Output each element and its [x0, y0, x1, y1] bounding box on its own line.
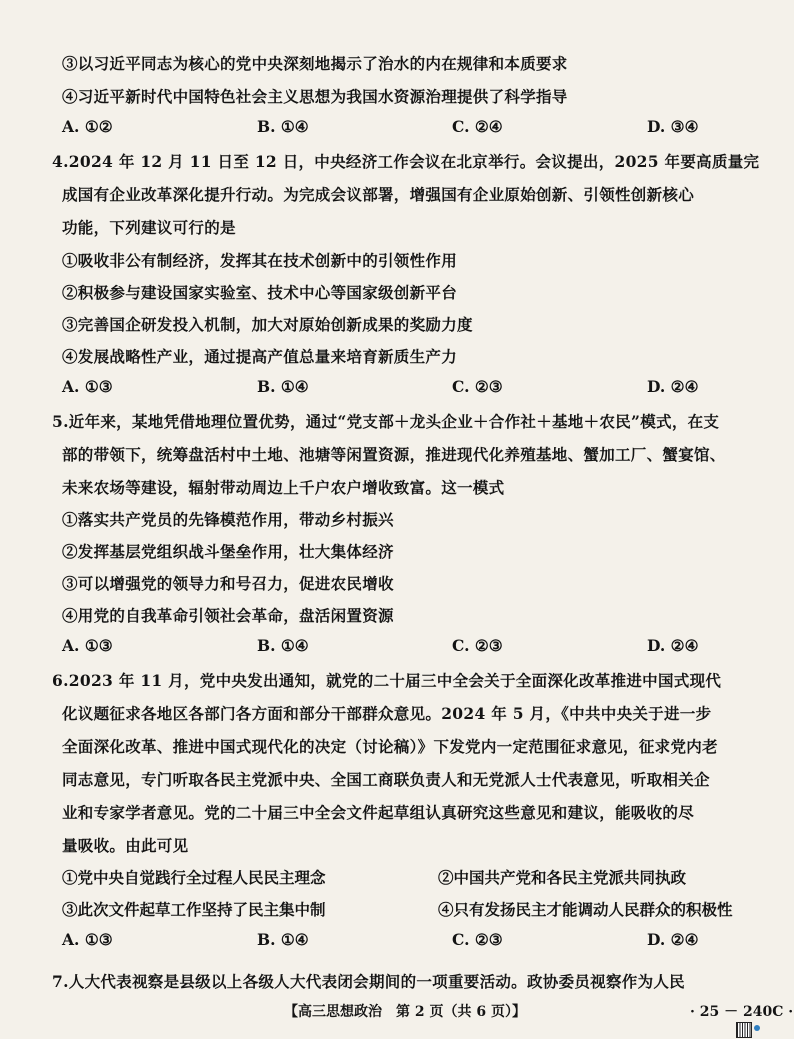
- text-line: ③可以增强党的领导力和号召力，促进农民增收: [62, 574, 394, 593]
- text-line: ③以习近平同志为核心的党中央深刻地揭示了治水的内在规律和本质要求: [62, 54, 568, 73]
- text-line: ①落实共产党员的先锋模范作用，带动乡村振兴: [62, 510, 394, 529]
- text-line: ③完善国企研发投入机制，加大对原始创新成果的奖励力度: [62, 315, 473, 334]
- answer-option: A. ①③: [62, 377, 113, 396]
- text-line: ④习近平新时代中国特色社会主义思想为我国水资源治理提供了科学指导: [62, 87, 568, 106]
- answer-option: C. ②④: [452, 117, 503, 136]
- answer-option: A. ①②: [62, 117, 113, 136]
- text-line: 化议题征求各地区各部门各方面和部分干部群众意见。2024 年 5 月，《中共中央关于进一步: [62, 704, 712, 723]
- text-line: 5.近年来，某地凭借地理位置优势，通过“党支部＋龙头企业＋合作社＋基地＋农民”模式，在支: [52, 412, 720, 431]
- text-line: 4.2024 年 12 月 11 日至 12 日，中央经济工作会议在北京举行。会议提出，2025 年要高质量完: [52, 152, 760, 171]
- text-line: 业和专家学者意见。党的二十届三中全会文件起草组认真研究这些意见和建议，能吸收的尽: [62, 803, 695, 822]
- answer-option: C. ②③: [452, 377, 503, 396]
- statement-item: ④只有发扬民主才能调动人民群众的积极性: [438, 900, 733, 919]
- footer-code: · 25 － 240C ·: [690, 1004, 794, 1020]
- answer-option: B. ①④: [257, 930, 309, 949]
- text-line: 6.2023 年 11 月，党中央发出通知，就党的二十届三中全会关于全面深化改革推进中国式现代: [52, 671, 722, 690]
- qr-code-icon: [736, 1022, 752, 1038]
- text-line: ④用党的自我革命引领社会革命，盘活闲置资源: [62, 606, 394, 625]
- answer-option: D. ②④: [647, 930, 699, 949]
- text-line: 功能，下列建议可行的是: [62, 218, 236, 237]
- footer-page-info: 【高三思想政治 第 2 页（共 6 页）】: [284, 1004, 526, 1020]
- answer-option: B. ①④: [257, 377, 309, 396]
- answer-option: A. ①③: [62, 930, 113, 949]
- answer-option: A. ①③: [62, 636, 113, 655]
- statement-item: ②中国共产党和各民主党派共同执政: [438, 868, 687, 887]
- text-line: 未来农场等建设，辐射带动周边上千户农户增收致富。这一模式: [62, 478, 505, 497]
- answer-option: D. ②④: [647, 377, 699, 396]
- answer-option: B. ①④: [257, 636, 309, 655]
- brand-logo-icon: [754, 1024, 761, 1032]
- text-line: ②积极参与建设国家实验室、技术中心等国家级创新平台: [62, 283, 458, 302]
- statement-item: ③此次文件起草工作坚持了民主集中制: [62, 900, 326, 919]
- answer-option: D. ②④: [647, 636, 699, 655]
- text-line: 全面深化改革、推进中国式现代化的决定（讨论稿）》下发党内一定范围征求意见，征求党内老: [62, 737, 718, 756]
- answer-option: B. ①④: [257, 117, 309, 136]
- text-line: ②发挥基层党组织战斗堡垒作用，壮大集体经济: [62, 542, 394, 561]
- text-line: 成国有企业改革深化提升行动。为完成会议部署，增强国有企业原始创新、引领性创新核心: [62, 185, 695, 204]
- text-line: 7.人大代表视察是县级以上各级人大代表闭会期间的一项重要活动。政协委员视察作为人民: [52, 972, 685, 991]
- answer-option: C. ②③: [452, 636, 503, 655]
- answer-option: C. ②③: [452, 930, 503, 949]
- statement-item: ①党中央自觉践行全过程人民民主理念: [62, 868, 326, 887]
- text-line: 同志意见，专门听取各民主党派中央、全国工商联负责人和无党派人士代表意见，听取相关企: [62, 770, 710, 789]
- text-line: 部的带领下，统筹盘活村中土地、池塘等闲置资源，推进现代化养殖基地、蟹加工厂、蟹宴馆、: [62, 445, 726, 464]
- text-line: ④发展战略性产业，通过提高产值总量来培育新质生产力: [62, 347, 458, 366]
- answer-option: D. ③④: [647, 117, 699, 136]
- text-line: 量吸收。由此可见: [62, 836, 189, 855]
- text-line: ①吸收非公有制经济，发挥其在技术创新中的引领性作用: [62, 251, 458, 270]
